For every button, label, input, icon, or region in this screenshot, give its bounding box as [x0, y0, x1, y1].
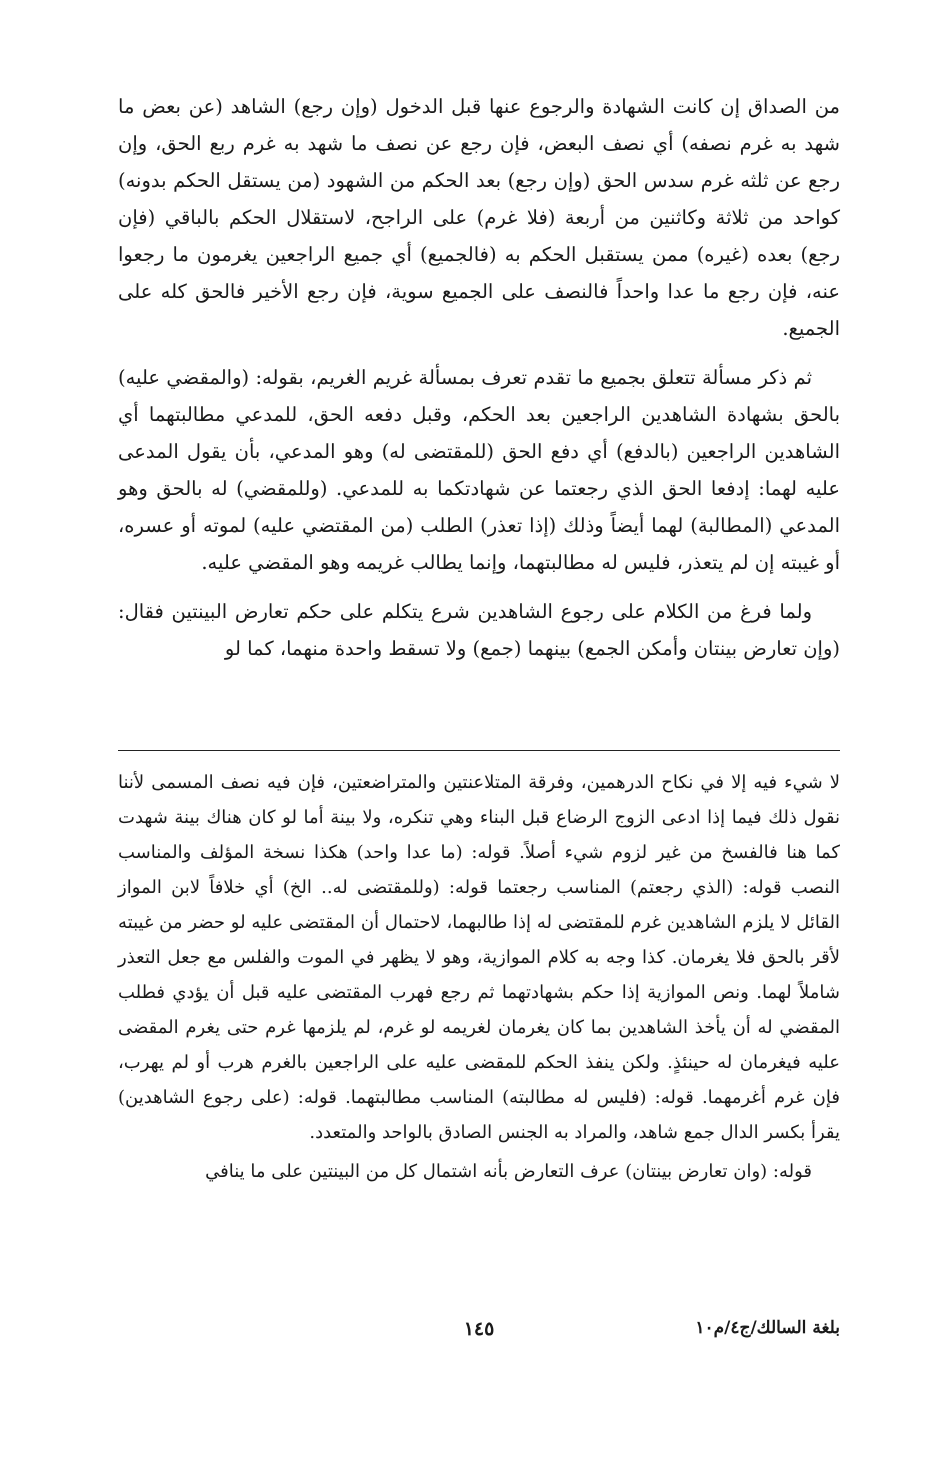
book-signature: بلغة السالك/ج٤/م١٠ [695, 1318, 840, 1338]
footnotes [118, 765, 840, 1193]
footnote-paragraph-1: لا شيء فيه إلا في نكاح الدرهمين، وفرقة المتلاعنتين والمتراضعتين، فإن فيه نصف المسمى لأننا نقول ذلك فيما إذا ادعى الزوج الرضاع قبل البناء وهي تنكره، ولا بينة أما لو كان هناك بينة شهدت كما هنا فالفسخ من غير لزوم شيء أصلاً. قوله: (ما عدا واحد) هكذا نسخة المؤلف والمناسب النصب قوله: (الذي رجعتم) المناسب رجعتما قوله: (وللمقتضى له.. الخ) أي خلافاً لابن المواز القائل لا يلزم الشاهدين غرم للمقتضى له إذا طالبهما، لاحتمال أن المقتضى عليه لو حضر من غيبته لأقر بالحق فلا يغرمان. كذا وجه به كلام الموازية، وهو لا يظهر في الموت والفلس مع جعل التعذر شاملاً لهما. ونص الموازية إذا حكم بشهادتهما ثم رجع فهرب المقتضى عليه قبل أن يؤدي فطلب المقضي له أن يأخذ الشاهدين بما كان يغرمان لغريمه لو غرم، لم يلزمها غرم حتى يغرم المقضى عليه فيغرمان له حينئذٍ. ولكن ينفذ الحكم للمقضى عليه على الراجعين بالغرم هرب أو لم يهرب، فإن غرم أغرمهما. قوله: (فليس له مطالبته) المناسب مطالبتهما. قوله: (على رجوع الشاهدين) يقرأ بكسر الدال جمع شاهد، والمراد به الجنس الصادق بالواحد والمتعدد. [118, 772, 840, 1143]
main-paragraph-1: من الصداق إن كانت الشهادة والرجوع عنها قبل الدخول (وإن رجع) الشاهد (عن بعض ما شهد به غرم نصفه) أي نصف البعض، فإن رجع عن نصف ما شهد به غرم ربع الحق، وإن رجع عن ثلثه غرم سدس الحق (وإن رجع) بعد الحكم من الشهود (من يستقل الحكم بدونه) كواحد من ثلاثة وكاثنين من أربعة (فلا غرم) على الراجح، لاستقلال الحكم بالباقي (فإن رجع) بعده (غيره) ممن يستقبل الحكم به (فالجميع) أي جميع الراجعين يغرمون ما رجعوا عنه، فإن رجع ما عدا واحداً فالنصف على الجميع سوية، فإن رجع الأخير فالحق كله على الجميع. [118, 95, 840, 340]
main-paragraph-2: ثم ذكر مسألة تتعلق بجميع ما تقدم تعرف بمسألة غريم الغريم، بقوله: (والمقضي عليه) بالحق بشهادة الشاهدين الراجعين بعد الحكم، وقبل دفعه الحق، للمدعي مطالبتهما أي الشاهدين الراجعين (بالدفع) أي دفع الحق (للمقتضى له) وهو المدعي، بأن يقول المدعى عليه لهما: إدفعا الحق الذي رجعتما عن شهادتكما به للمدعي. (وللمقضي) له بالحق وهو المدعي (المطالبة) لهما أيضاً وذلك (إذا تعذر) الطلب (من المقتضي عليه) لموته أو عسره، أو غيبته إن لم يتعذر، فليس له مطالبتهما، وإنما يطالب غريمه وهو المقضي عليه. [118, 366, 840, 574]
page-number: ١٤٥ [463, 1318, 495, 1340]
footnote-divider [118, 750, 840, 751]
main-text [118, 88, 840, 679]
footnote-paragraph-2: قوله: (وان تعارض بينتان) عرف التعارض بأنه اشتمال كل من البينتين على ما ينافي [205, 1161, 812, 1182]
main-paragraph-3: ولما فرغ من الكلام على رجوع الشاهدين شرع يتكلم على حكم تعارض البينتين فقال: (وإن تعارض بينتان وأمكن الجمع) بينهما (جمع) ولا تسقط واحدة منهما، كما لو [118, 600, 840, 660]
